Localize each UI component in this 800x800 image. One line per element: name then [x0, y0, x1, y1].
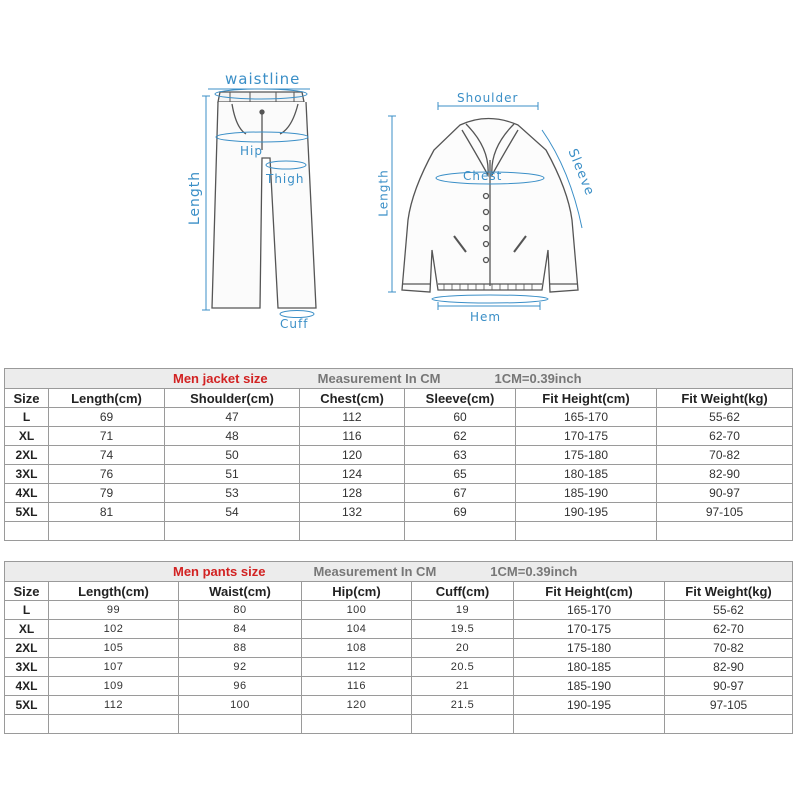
- size-cell: 5XL: [5, 696, 49, 715]
- table-cell: 170-175: [514, 620, 665, 639]
- table-cell: 54: [165, 503, 300, 522]
- table-cell: 50: [165, 446, 300, 465]
- table-cell: 62-70: [657, 427, 793, 446]
- table-cell: 107: [49, 658, 179, 677]
- size-cell: 3XL: [5, 658, 49, 677]
- table-cell: 165-170: [514, 601, 665, 620]
- table-cell: 65: [405, 465, 516, 484]
- table-cell: 165-170: [516, 408, 657, 427]
- table-cell: 108: [302, 639, 412, 658]
- table-cell: 82-90: [657, 465, 793, 484]
- table-row: [5, 620, 793, 639]
- table-cell: 62-70: [665, 620, 793, 639]
- pants-conversion-note: 1CM=0.39inch: [490, 564, 578, 579]
- pants-title-row: [5, 562, 793, 582]
- table-row: [5, 658, 793, 677]
- table-cell: 99: [49, 601, 179, 620]
- table-cell: 55-62: [657, 408, 793, 427]
- table-cell: 100: [302, 601, 412, 620]
- table-cell: 20.5: [412, 658, 514, 677]
- pants-size-table: [4, 561, 793, 734]
- cuff-label: Cuff: [280, 317, 309, 331]
- jacket-conversion-note: 1CM=0.39inch: [494, 371, 582, 386]
- table-row: [5, 696, 793, 715]
- table-cell: 116: [302, 677, 412, 696]
- shoulder-label: Shoulder: [457, 91, 519, 105]
- table-cell: 60: [405, 408, 516, 427]
- table-cell: 69: [405, 503, 516, 522]
- table-cell: 132: [300, 503, 405, 522]
- jacket-header-row: [5, 389, 793, 408]
- column-header: Fit Weight(kg): [665, 582, 793, 601]
- column-header: Size: [5, 389, 49, 408]
- size-cell: L: [5, 408, 49, 427]
- empty-row: [5, 522, 793, 541]
- table-cell: 81: [49, 503, 165, 522]
- table-cell: 112: [300, 408, 405, 427]
- table-cell: 69: [49, 408, 165, 427]
- table-row: [5, 427, 793, 446]
- table-cell: 55-62: [665, 601, 793, 620]
- column-header: Fit Height(cm): [514, 582, 665, 601]
- jacket-length-label: Length: [376, 169, 391, 217]
- table-row: [5, 484, 793, 503]
- chest-label: Chest: [463, 169, 503, 183]
- table-cell: 90-97: [665, 677, 793, 696]
- table-cell: 79: [49, 484, 165, 503]
- hem-label: Hem: [470, 310, 502, 324]
- table-cell: 100: [179, 696, 302, 715]
- table-cell: 175-180: [516, 446, 657, 465]
- table-cell: 170-175: [516, 427, 657, 446]
- size-diagram: [0, 0, 800, 360]
- size-cell: XL: [5, 620, 49, 639]
- table-cell: 21.5: [412, 696, 514, 715]
- size-cell: 5XL: [5, 503, 49, 522]
- table-cell: 82-90: [665, 658, 793, 677]
- table-cell: 47: [165, 408, 300, 427]
- hip-label: Hip: [240, 144, 263, 158]
- table-row: [5, 639, 793, 658]
- table-cell: 48: [165, 427, 300, 446]
- table-row: [5, 408, 793, 427]
- table-cell: 97-105: [657, 503, 793, 522]
- table-cell: 116: [300, 427, 405, 446]
- column-header: Chest(cm): [300, 389, 405, 408]
- table-cell: 120: [302, 696, 412, 715]
- table-cell: 76: [49, 465, 165, 484]
- table-row: [5, 446, 793, 465]
- jacket-measurement-note: Measurement In CM: [317, 371, 441, 386]
- table-row: [5, 465, 793, 484]
- jacket-size-table: [4, 368, 793, 541]
- table-cell: 19: [412, 601, 514, 620]
- column-header: Shoulder(cm): [165, 389, 300, 408]
- thigh-label: Thigh: [266, 172, 305, 186]
- table-row: [5, 503, 793, 522]
- column-header: Length(cm): [49, 582, 179, 601]
- table-cell: 104: [302, 620, 412, 639]
- table-cell: 128: [300, 484, 405, 503]
- pants-measurement-note: Measurement In CM: [313, 564, 437, 579]
- column-header: Fit Weight(kg): [657, 389, 793, 408]
- table-cell: 175-180: [514, 639, 665, 658]
- size-cell: 4XL: [5, 484, 49, 503]
- size-cell: L: [5, 601, 49, 620]
- table-cell: 90-97: [657, 484, 793, 503]
- waistline-label: waistline: [225, 70, 301, 88]
- column-header: Cuff(cm): [412, 582, 514, 601]
- table-cell: 20: [412, 639, 514, 658]
- table-row: [5, 601, 793, 620]
- table-cell: 74: [49, 446, 165, 465]
- size-cell: 3XL: [5, 465, 49, 484]
- table-cell: 92: [179, 658, 302, 677]
- table-cell: 80: [179, 601, 302, 620]
- table-cell: 70-82: [665, 639, 793, 658]
- table-cell: 185-190: [514, 677, 665, 696]
- table-cell: 70-82: [657, 446, 793, 465]
- table-cell: 53: [165, 484, 300, 503]
- column-header: Length(cm): [49, 389, 165, 408]
- table-cell: 63: [405, 446, 516, 465]
- empty-row: [5, 715, 793, 734]
- sleeve-label: Sleeve: [564, 146, 598, 199]
- table-cell: 190-195: [514, 696, 665, 715]
- table-cell: 105: [49, 639, 179, 658]
- size-cell: 2XL: [5, 639, 49, 658]
- table-cell: 71: [49, 427, 165, 446]
- table-cell: 62: [405, 427, 516, 446]
- table-cell: 51: [165, 465, 300, 484]
- size-cell: 2XL: [5, 446, 49, 465]
- table-cell: 109: [49, 677, 179, 696]
- pants-table-title: Men pants size: [173, 564, 266, 579]
- table-cell: 185-190: [516, 484, 657, 503]
- size-cell: 4XL: [5, 677, 49, 696]
- pants-length-label: Length: [187, 170, 204, 226]
- pants-header-row: [5, 582, 793, 601]
- table-cell: 67: [405, 484, 516, 503]
- table-cell: 120: [300, 446, 405, 465]
- column-header: Sleeve(cm): [405, 389, 516, 408]
- table-cell: 21: [412, 677, 514, 696]
- pants-drawing: [212, 92, 316, 308]
- table-cell: 112: [302, 658, 412, 677]
- table-cell: 124: [300, 465, 405, 484]
- size-cell: XL: [5, 427, 49, 446]
- jacket-table-title: Men jacket size: [173, 371, 268, 386]
- garment-illustration: [0, 0, 800, 360]
- table-cell: 102: [49, 620, 179, 639]
- table-cell: 19.5: [412, 620, 514, 639]
- column-header: Fit Height(cm): [516, 389, 657, 408]
- column-header: Size: [5, 582, 49, 601]
- table-cell: 97-105: [665, 696, 793, 715]
- table-cell: 112: [49, 696, 179, 715]
- column-header: Waist(cm): [179, 582, 302, 601]
- table-cell: 180-185: [514, 658, 665, 677]
- table-cell: 84: [179, 620, 302, 639]
- table-cell: 180-185: [516, 465, 657, 484]
- table-cell: 96: [179, 677, 302, 696]
- table-cell: 88: [179, 639, 302, 658]
- table-cell: 190-195: [516, 503, 657, 522]
- jacket-title-row: [5, 369, 793, 389]
- table-row: [5, 677, 793, 696]
- column-header: Hip(cm): [302, 582, 412, 601]
